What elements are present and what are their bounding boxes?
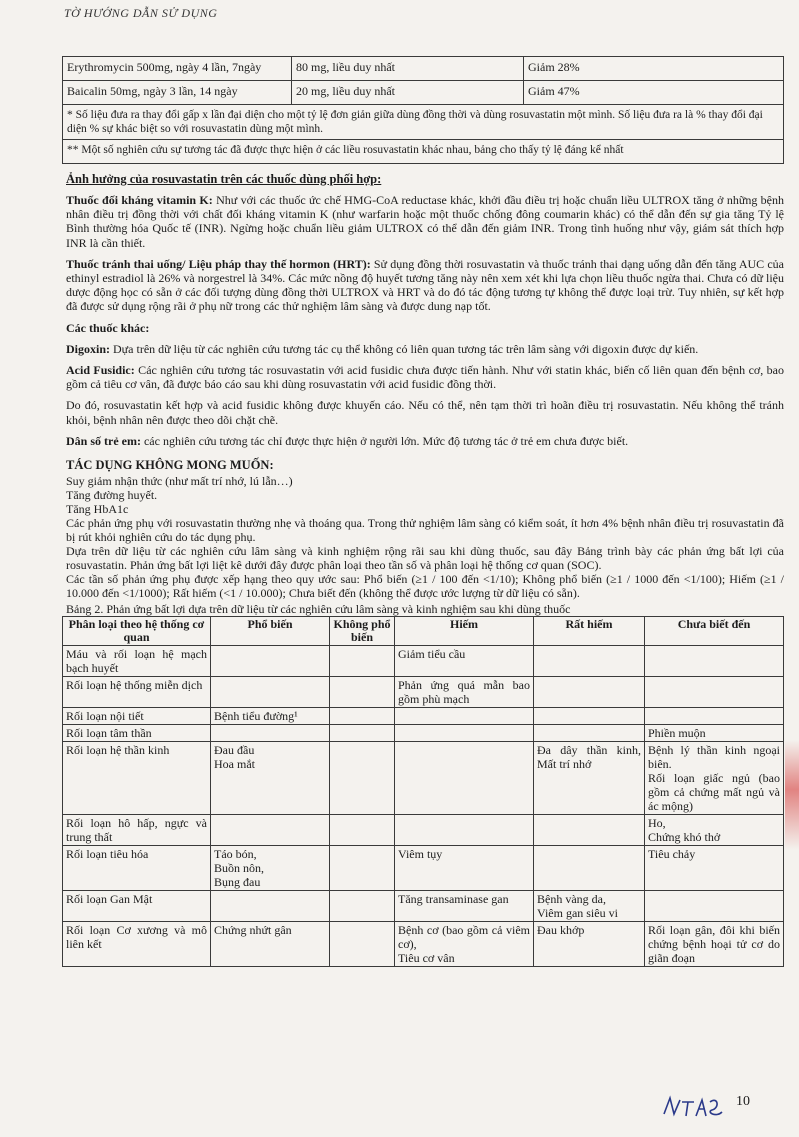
table-cell: Rối loạn hô hấp, ngực và trung thất <box>63 815 211 846</box>
paragraph <box>66 193 784 250</box>
column-header: Không phổ biến <box>330 617 395 646</box>
table-cell: Tăng transaminase gan <box>395 891 534 922</box>
table-cell: Giảm 28% <box>524 57 784 81</box>
table-cell <box>645 708 784 725</box>
table-row <box>63 708 784 725</box>
table-cell <box>211 725 330 742</box>
table-cell <box>330 677 395 708</box>
table-row <box>63 815 784 846</box>
table-note-row <box>63 105 784 140</box>
column-header: Hiếm <box>395 617 534 646</box>
table-row <box>63 846 784 891</box>
table-cell <box>645 646 784 677</box>
table-cell <box>534 646 645 677</box>
table-cell: Máu và rối loạn hệ mạch bạch huyết <box>63 646 211 677</box>
paragraph-text: các nghiên cứu tương tác chỉ được thực hiện ở người lớn. Mức độ tương tác ở trẻ em chưa được biết. <box>140 433 629 448</box>
page-content <box>62 56 784 967</box>
paragraph-lead: Digoxin: <box>66 341 111 356</box>
handwritten-signature <box>660 1092 730 1127</box>
paragraph: Do đó, rosuvastatin kết hợp và acid fusidic không được khuyến cáo. Nếu có thể, nên tạm thời trì hoãn điều trị rosuvastatin. Nếu không thể tránh khỏi, bệnh nhân nên được theo dõi chặt chẽ. <box>66 398 784 427</box>
table-cell <box>211 815 330 846</box>
document-header: TỜ HƯỚNG DẪN SỬ DỤNG <box>64 6 218 20</box>
table-cell: Rối loạn nội tiết <box>63 708 211 725</box>
table-cell <box>395 725 534 742</box>
table-cell <box>330 708 395 725</box>
table-cell <box>534 725 645 742</box>
table-cell: Rối loạn gân, đôi khi biến chứng bệnh hoại tử cơ do giãn đoạn <box>645 922 784 967</box>
table-note: ** Một số nghiên cứu sự tương tác đã được thực hiện ở các liều rosuvastatin khác nhau, bảng cho thấy tỷ lệ đáng kể nhất <box>63 140 784 164</box>
table-cell <box>330 846 395 891</box>
table-cell <box>534 708 645 725</box>
table-cell <box>395 708 534 725</box>
table-cell <box>330 742 395 815</box>
table-note: * Số liệu đưa ra thay đổi gấp x lần đại diện cho một tỷ lệ đơn giản giữa dùng đồng thời và dùng rosuvastatin một mình. Số liệu đưa ra là % thay đổi đại diện % sự khác biệt so với rosuvastatin dùng một mình. <box>63 105 784 140</box>
signature-icon <box>660 1092 730 1122</box>
table-cell <box>211 891 330 922</box>
table-cell: Táo bón, Buồn nôn, Bụng đau <box>211 846 330 891</box>
table-cell: Giảm 47% <box>524 81 784 105</box>
paragraph-lead: Các thuốc khác: <box>66 320 150 335</box>
table-cell: Bệnh vàng da, Viêm gan siêu vi <box>534 891 645 922</box>
table-row <box>63 646 784 677</box>
adr-line: Suy giảm nhận thức (như mất trí nhớ, lú lẫn…) <box>66 474 293 489</box>
table-cell <box>330 922 395 967</box>
table-cell: Viêm tụy <box>395 846 534 891</box>
table-cell: Giảm tiểu cầu <box>395 646 534 677</box>
table-cell <box>645 677 784 708</box>
table-cell: Đau khớp <box>534 922 645 967</box>
table-row <box>63 742 784 815</box>
paragraph-text: Sử dụng đồng thời rosuvastatin và thuốc tránh thai dạng uống dẫn đến tăng AUC của ethinyl estradiol là 26% và norgestrel là 34%. Các mức nồng độ huyết tương tăng này nên xem xét khi lựa chọn liều thuốc ngừa thai. Chưa có dữ liệu dược động học có sẵn ở các đối tượng dùng đồng thời ULTROX và HRT và do đó tác động tương tự không thể được loại trừ. Tuy nhiên, sự kết hợp đã được sử dụng rộng rãi ở phụ nữ trong các thử nghiệm lâm sàng và được dung nạp tốt. <box>66 256 784 314</box>
paragraph-lead: Thuốc tránh thai uống/ Liệu pháp thay thế hormon (HRT): <box>66 256 371 271</box>
table-cell: Phản ứng quá mẫn bao gồm phù mạch <box>395 677 534 708</box>
column-header: Phổ biến <box>211 617 330 646</box>
table-cell <box>330 725 395 742</box>
table-cell: Erythromycin 500mg, ngày 4 lần, 7ngày <box>63 57 292 81</box>
table-cell: Chứng nhứt gân <box>211 922 330 967</box>
paragraph <box>66 257 784 314</box>
table-row <box>63 677 784 708</box>
paragraph-lead: Thuốc đối kháng vitamin K: <box>66 193 213 207</box>
table-row <box>63 725 784 742</box>
adverse-reactions-table <box>62 616 784 967</box>
table-row <box>63 57 784 81</box>
table-cell: Baicalin 50mg, ngày 3 lần, 14 ngày <box>63 81 292 105</box>
table-cell: Rối loạn hệ thần kinh <box>63 742 211 815</box>
section-title: Ảnh hưởng của rosuvastatin trên các thuốc dùng phối hợp: <box>66 172 382 186</box>
column-header: Chưa biết đến <box>645 617 784 646</box>
table-cell: Bệnh lý thần kinh ngoại biên. Rối loạn giấc ngủ (bao gồm cả chứng mất ngủ và ác mộng) <box>645 742 784 815</box>
paragraph-lead: Acid Fusidic: <box>66 363 135 378</box>
paragraph-text: Như với các thuốc ức chế HMG-CoA reductase khác, khởi đầu điều trị hoặc chuẩn liều ULTROX tăng ở những bệnh nhân điều trị đồng thời với chất đối kháng vitamin K (như warfarin hoặc một thuốc chống đông coumarin khác) có thể dẫn đến sự gia tăng Tỷ lệ Bình thường hóa Quốc tế (INR). Ngừng hoặc chuẩn liều giảm ULTROX có thể dẫn đến giảm INR. Trong tình huống như vậy, giám sát thích hợp INR là cần thiết. <box>66 193 784 250</box>
table-cell <box>395 742 534 815</box>
table-cell: Bệnh tiểu đường¹ <box>211 708 330 725</box>
table-caption: Bảng 2. Phản ứng bất lợi dựa trên dữ liệu từ các nghiên cứu lâm sàng và kinh nghiệm sau khi dùng thuốc <box>66 602 571 617</box>
table-cell: Rối loạn Gan Mật <box>63 891 211 922</box>
table-cell: Rối loạn hệ thống miễn dịch <box>63 677 211 708</box>
table-row <box>63 891 784 922</box>
table-cell <box>534 677 645 708</box>
paragraph <box>66 342 784 356</box>
table-cell: Rối loạn tiêu hóa <box>63 846 211 891</box>
page-number: 10 <box>736 1094 750 1109</box>
adr-line: Tăng HbA1c <box>66 502 129 517</box>
table-cell <box>330 891 395 922</box>
table-cell <box>330 815 395 846</box>
paragraph-text: Dựa trên dữ liệu từ các nghiên cứu tương tác cụ thể không có liên quan tương tác trên lâm sàng với digoxin được dự kiến. <box>110 341 699 356</box>
table-cell: Đa dây thần kinh, Mất trí nhớ <box>534 742 645 815</box>
adr-paragraph: Các tần số phản ứng phụ được xếp hạng theo quy ước sau: Phổ biến (≥1 / 100 đến <1/10); Không phổ biến (≥1 / 1000 đến <1/100); Hiếm (≥1 / 10.000 đến <1/1000); Rất hiếm (<1 / 10.000); Chưa biết đến (không thể được ước lượng từ dữ liệu có sẵn). <box>66 572 784 601</box>
table-header-row <box>63 617 784 646</box>
adr-title: TÁC DỤNG KHÔNG MONG MUỐN: <box>66 458 274 473</box>
table-cell <box>534 846 645 891</box>
paragraph-text: Các nghiên cứu tương tác rosuvastatin với acid fusidic chưa được tiến hành. Như với statin khác, biến cố liên quan đến bệnh cơ, bao gồm cả tiêu cơ vân, đã được báo cáo sau khi dùng rosuvastatin với acid fusidic đồng thời. <box>66 363 784 392</box>
interaction-table <box>62 56 784 164</box>
adr-paragraph: Các phản ứng phụ với rosuvastatin thường nhẹ và thoáng qua. Trong thử nghiệm lâm sàng có kiểm soát, ít hơn 4% bệnh nhân điều trị rosuvastatin đã bị rút khỏi nghiên cứu do tác dụng phụ. <box>66 516 784 545</box>
table-cell: Đau đầu Hoa mắt <box>211 742 330 815</box>
paragraph <box>66 321 784 335</box>
paragraph <box>66 363 784 391</box>
table-row <box>63 81 784 105</box>
table-cell: Phiền muộn <box>645 725 784 742</box>
table-cell <box>645 891 784 922</box>
table-cell: 80 mg, liều duy nhất <box>292 57 524 81</box>
column-header: Phân loại theo hệ thống cơ quan <box>63 617 211 646</box>
table-cell: Tiêu chảy <box>645 846 784 891</box>
column-header: Rất hiếm <box>534 617 645 646</box>
table-cell <box>211 646 330 677</box>
red-stain-mark <box>785 740 799 850</box>
adr-paragraph: Dựa trên dữ liệu từ các nghiên cứu lâm sàng và kinh nghiệm rộng rãi sau khi dùng thuốc, sau đây Bảng trình bày các phản ứng bất lợi của rosuvastatin. Phản ứng bất lợi liệt kê dưới đây được phân loại theo tần số và phân loại hệ thống cơ quan (SOC). <box>66 544 784 573</box>
table-cell: 20 mg, liều duy nhất <box>292 81 524 105</box>
table-cell: Rối loạn Cơ xương và mô liên kết <box>63 922 211 967</box>
table-cell: Bệnh cơ (bao gồm cả viêm cơ), Tiêu cơ vân <box>395 922 534 967</box>
table-cell <box>211 677 330 708</box>
table-cell <box>534 815 645 846</box>
table-cell <box>330 646 395 677</box>
table-cell <box>395 815 534 846</box>
paragraph-lead: Dân số trẻ em: <box>66 433 141 448</box>
table-note-row <box>63 140 784 164</box>
table-cell: Ho, Chứng khó thở <box>645 815 784 846</box>
adr-line: Tăng đường huyết. <box>66 488 158 503</box>
table-cell: Rối loạn tâm thần <box>63 725 211 742</box>
paragraph <box>66 434 784 448</box>
table-row <box>63 922 784 967</box>
